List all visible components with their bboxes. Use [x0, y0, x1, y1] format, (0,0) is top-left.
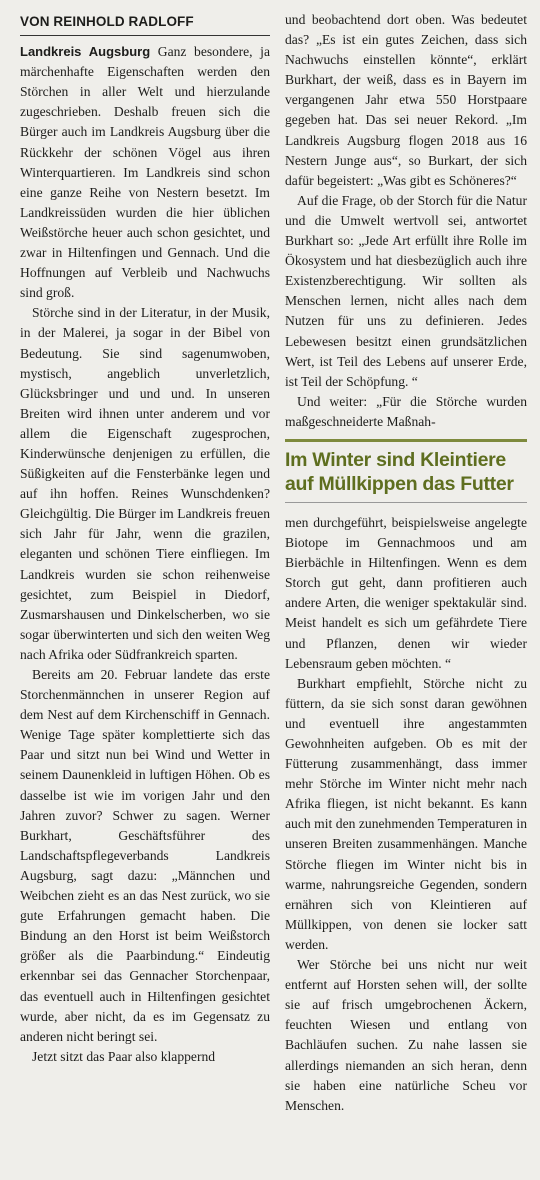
- body-paragraph: Jetzt sitzt das Paar also klappernd: [32, 1048, 216, 1064]
- left-column: [20, 0, 270, 1067]
- body-paragraph: Burkhart empfiehlt, Störche nicht zu füttern, da sie sich sonst daran gewöhnen und eventuell ihre angestammten Gewohnheiten aufgeben. Ob es mit der Fütterung zusammenhängt, dass immer mehr Störche im Winter nicht mehr nach Afrika fliegen, ist nicht bekannt. Es kann auch mit den zunehmenden Temperaturen in unseren Breiten zusammenhängen. Manche Störche fliegen im Winter nicht bis in warme, nahrungsreiche Gegenden, sondern ernähren sich von Kleintieren auf Müllkippen, von denen sie locker satt werden.: [285, 675, 527, 952]
- subheadline: Im Winter sind Kleintiere auf Müllkippen das Futter: [285, 448, 514, 495]
- body-paragraph: Und weiter: „Für die Störche wurden maßgeschneiderte Maßnah-: [285, 393, 527, 429]
- body-paragraph: Störche sind in der Literatur, in der Musik, in der Malerei, ja sogar in der Bibel von Bedeutung. Sie sind sagenumwoben, mystisch, angeblich unverletzlich, Glücksbringer und und und. In unseren Breiten wird ihnen unter anderem und vor allem die Eigenschaft zugesprochen, Kinderwünsche denjenigen zu erfüllen, die Süßigkeiten auf die Fensterbänke legen und auf ihn hoffen. Reines Wunschdenken? Gleichgültig. Die Bürger im Landkreis freuen sich Jahr für Jahr, wenn die grazilen, eleganten und schönen Tiere einfliegen. Im Landkreis wurden sie schon reihenweise gesichtet, zum Beispiel in Diedorf, Zusmarshausen und Dinkelscherben, wo sie sogar überwinterten und sich den weiten Weg nach Afrika oder Südfrankreich sparten.: [20, 305, 270, 662]
- lead-text: Ganz besondere, ja märchenhafte Eigenschaften werden den Störchen in aller Welt und hierzulande zugeschrieben. Deshalb freuen sich die Bürger auch im Landkreis Augsburg über die Rückkehr der schönen Vögel aus ihren Winterquartieren. Im Landkreis sind schon eine ganze Reihe von Nestern besetzt. Im Landkreissüden wurden die hier üblichen Weißstörche heuer auch schon gesichtet, und zwar in Hiltenfingen und Gennach. Und die Hoffnungen auf Verbleib und Nachwuchs sind groß.: [20, 44, 270, 301]
- body-paragraph: Wer Störche bei uns nicht nur weit entfernt auf Horsten sehen will, der sollte sie auf frisch umgebrochenen Äckern, feuchten Wiesen und entlang von Bachläufen suchen. Zu nahe lassen sie allerdings niemanden an sich heran, denn sie haben eine natürliche Scheu vor Menschen.: [285, 957, 527, 1113]
- body-paragraph: Auf die Frage, ob der Storch für die Natur und die Umwelt wertvoll sei, antwortet Burkhart so: „Jede Art erfüllt ihre Rolle im Ökosystem und hat diesbezüglich auch ihre Existenzberechtigung. Wir sollten als Menschen lernen, nicht alles nach dem Nutzen für uns zu definieren. Jedes Lebewesen besitzt einen grundsätzlichen Wert, ist Teil des Lebens auf unserer Erde, ist Teil der Schöpfung. “: [285, 192, 527, 389]
- body-paragraph: Bereits am 20. Februar landete das erste Storchenmännchen in unserer Region auf dem Nest auf dem Kirchenschiff in Gennach. Wenige Tage später komplettierte sich das Paar und sitzt nun bei Wind und Wetter in seinem Daunenkleid in luftigen Höhen. Ob es dasselbe ist wie im vorigen Jahr und den Jahren zuvor? Schwer zu sagen. Werner Burkhart, Geschäftsführer des Landschaftspflegeverbands Landkreis Augsburg, sagt dazu: „Männchen und Weibchen zieht es an das Nest zurück, wo sie gute Erfahrungen gemacht haben. Die Bindung an den Horst ist beim Weißstorch größer als die Paarbindung.“ Eindeutig erkennbar sei das Gennacher Storchenpaar, das eventuell auch in Hiltenfingen gesichtet wurde, aber nicht, da es im Gegensatz zu anderen nicht beringt sei.: [20, 667, 270, 1044]
- subheadline-divider: [285, 502, 527, 503]
- body-paragraph: und beobachtend dort oben. Was bedeutet das? „Es ist ein gutes Zeichen, dass sich Nachwuchs einstellen könnte“, erklärt Burkhart, der weiß, dass es in Bayern im vergangenen Jahr etwa 550 Horstpaare gegeben hat. Das sei neuer Rekord. „Im Landkreis Augsburg flogen 2018 aus 16 Nestern Junge aus“, so Burkart, der sich dafür begeistert: „Was gibt es Schöneres?“: [285, 12, 527, 188]
- subheadline-box: [285, 439, 527, 503]
- lead-paragraph: [20, 42, 270, 303]
- dateline: Landkreis Augsburg: [20, 44, 151, 60]
- right-column-top: [285, 0, 527, 432]
- right-column: [285, 0, 527, 1116]
- byline: VON REINHOLD RADLOFF: [20, 0, 270, 36]
- body-paragraph: men durchgeführt, beispielsweise angelegte Biotope im Gennachmoos und am Bierbächle in Hiltenfingen. Wenn es dem Storch gut geht, dann profitieren auch andere Arten, die weniger spektakulär sind. Meist handelt es sich um gefährdete Tiere und Pflanzen, denen wir wieder Lebensraum geben möchten. “: [285, 514, 527, 671]
